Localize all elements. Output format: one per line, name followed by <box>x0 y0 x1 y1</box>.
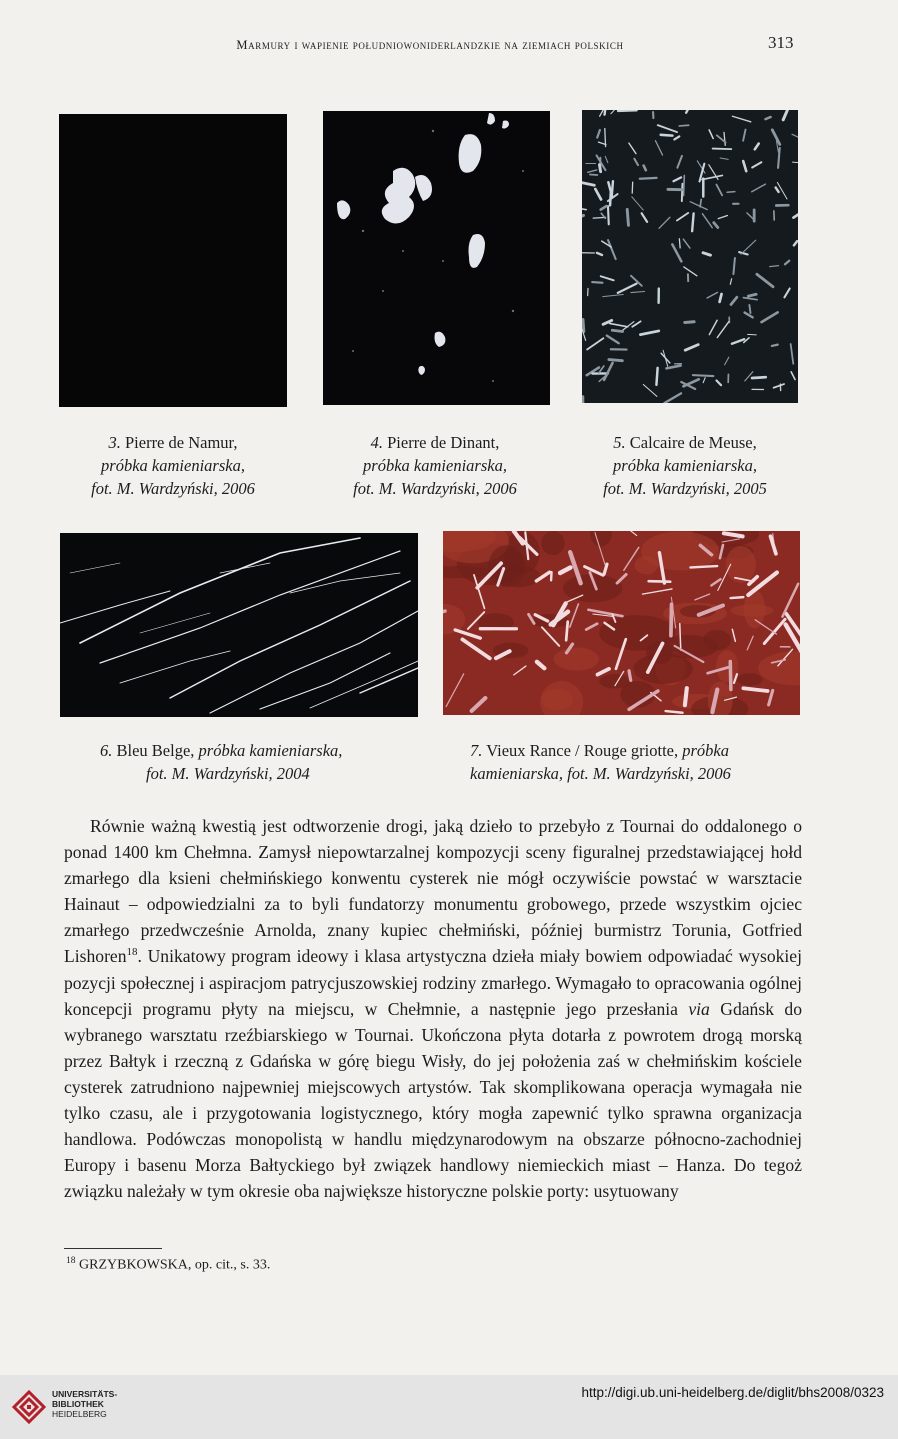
source-url-link[interactable]: http://digi.ub.uni-heidelberg.de/diglit/bhs2008/0323 <box>581 1385 884 1400</box>
photo-pierre-de-namur <box>59 114 287 407</box>
running-head: Marmury i wapienie południowoniderlandzkie na ziemiach polskich <box>236 38 624 52</box>
footnote-divider <box>64 1248 162 1249</box>
page-number: 313 <box>768 33 794 52</box>
caption-fig3: 3. Pierre de Namur, próbka kamieniarska, fot. M. Wardzyński, 2006 <box>91 433 255 498</box>
photo-vieux-rance <box>443 531 800 715</box>
library-name: UNIVERSITÄTS- BIBLIOTHEK HEIDELBERG <box>52 1389 118 1419</box>
photo-bleu-belge <box>60 533 418 717</box>
photo-pierre-de-dinant <box>323 111 550 405</box>
caption-fig6: 6. Bleu Belge, próbka kamieniarska, fot. M. Wardzyński, 2004 <box>100 741 343 783</box>
footnote-ref: 18 <box>126 946 138 959</box>
body-paragraph: Równie ważną kwestią jest odtworzenie drogi, jaką dzieło to przebyło z Tournai do oddalonego o ponad 1400 km Chełmna. Zamysł niepowtarzalnej kompozycji sceny figuralnej przedstawiającej hołd zmarłego dla ksieni chełmińskiego konwentu cysterek nie mógł oczywiście powstać w warsztacie Hainaut – odpowiedzialni za to byli fundatorzy monumentu grobowego, przede wszystkim ojciec zmarłego przedwcześnie Arnolda, znany kupiec chełmiński, później burmistrz Torunia, Gotfried Lishoren$^{18}$. Unikatowy program ideowy i klasa artystyczna dzieła miały bowiem odpowiadać wysokiej pozycji społecznej i aspiracjom patrycjuszowskiej rodziny zmarłego. Wymagało to opracowania ogólnej koncepcji programu płyty na miejscu, w Chełmnie, a następnie jego przesłania via Gdańsk do wybranego warsztatu rzeźbiarskiego w Tournai. Ukończona płyta dotarła z powrotem drogą morską przez Bałtyk i rzeczną z Gdańska w górę biegu Wisły, do jej położenia zaś w chełmińskim kościele cysterek zatrudniono najpewniej miejscowych artystów. Tak skomplikowana operacja wymagała nie tylko czasu, ale i przygotowania logistycznego, który mogła zapewnić tylko sprawna organizacja handlowa. Podówczas monopolistą w handlu międzynarodowym na obszarze północno-zachodniej Europy i basenu Morza Bałtyckiego był związek handlowy niemieckich miast – Hanza. Do tegoż związku należały w tym okresie oba największe historyczne polskie porty: usytuowany <box>64 816 802 1202</box>
photo-calcaire-de-meuse <box>582 110 798 403</box>
caption-fig5: 5. Calcaire de Meuse, próbka kamieniarska, fot. M. Wardzyński, 2005 <box>603 433 767 498</box>
footnote: $^{18}$ GRZYBKOWSKA, op. cit., s. 33. <box>66 1256 271 1273</box>
caption-fig4: 4. Pierre de Dinant, próbka kamieniarska, fot. M. Wardzyński, 2006 <box>353 433 517 498</box>
library-logo-icon <box>10 1387 48 1429</box>
caption-fig7: 7. Vieux Rance / Rouge griotte, próbka kamieniarska, fot. M. Wardzyński, 2006 <box>470 741 731 783</box>
